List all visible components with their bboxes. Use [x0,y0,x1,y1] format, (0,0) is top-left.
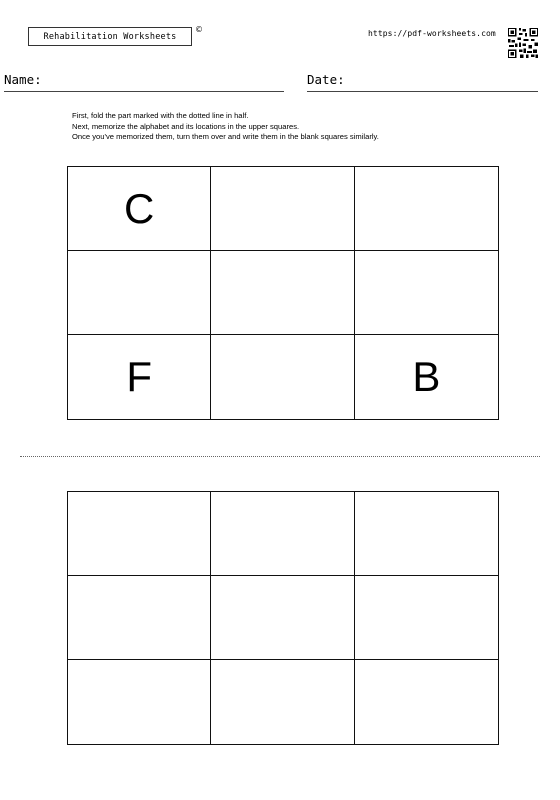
memory-cell [355,251,498,335]
instruction-line: First, fold the part marked with the dotted line in half. [72,111,249,120]
date-label: Date: [307,72,345,87]
qr-code-icon [508,28,538,58]
answer-cell[interactable] [68,576,211,660]
answer-cell[interactable] [355,660,498,744]
answer-cell[interactable] [355,576,498,660]
answer-cell[interactable] [211,576,354,660]
memory-cell [211,251,354,335]
instruction-line: Next, memorize the alphabet and its locations in the upper squares. [72,121,300,131]
name-label: Name: [4,72,42,87]
copyright-mark: © [195,25,203,34]
answer-cell[interactable] [68,492,211,576]
memory-cell: F [68,335,211,419]
worksheet-title: Rehabilitation Worksheets [28,27,192,46]
instructions [72,111,379,143]
fold-line [20,456,540,457]
memory-grid [67,166,499,420]
memory-cell [68,251,211,335]
instruction-line: Once you've memorized them, turn them over and write them in the blank squares similarly. [72,132,379,141]
answer-cell[interactable] [211,660,354,744]
name-line[interactable] [4,91,284,92]
answer-cell[interactable] [355,492,498,576]
date-line[interactable] [307,91,538,92]
memory-cell [355,167,498,251]
answer-grid[interactable] [67,491,499,745]
memory-cell [211,335,354,419]
site-url[interactable]: https://pdf-worksheets.com [368,29,496,38]
answer-cell[interactable] [211,492,354,576]
memory-cell: B [412,353,441,400]
memory-cell: C [68,167,211,251]
answer-cell[interactable] [68,660,211,744]
memory-cell [211,167,354,251]
